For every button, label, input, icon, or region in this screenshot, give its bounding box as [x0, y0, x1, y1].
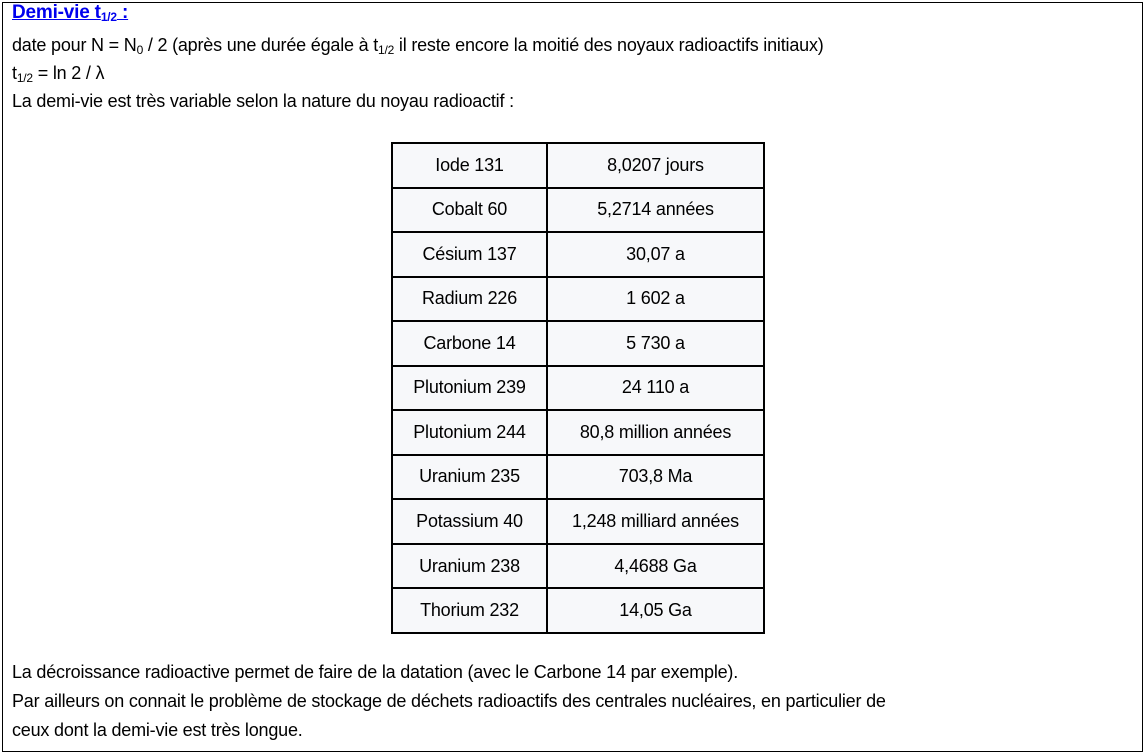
table-row [392, 277, 764, 322]
half-life-cell: 1 602 a [547, 277, 764, 322]
table-row [392, 499, 764, 544]
table-row [392, 588, 764, 633]
nucleus-cell: Carbone 14 [392, 321, 547, 366]
nucleus-cell: Uranium 235 [392, 455, 547, 500]
definition-part: date pour N = N [12, 35, 137, 55]
table-row [392, 232, 764, 277]
half-life-cell: 24 110 a [547, 366, 764, 411]
nucleus-cell: Uranium 238 [392, 544, 547, 589]
half-life-cell: 703,8 Ma [547, 455, 764, 500]
heading-subscript: 1/2 [100, 10, 117, 24]
half-life-cell: 14,05 Ga [547, 588, 764, 633]
half-life-cell: 80,8 million années [547, 410, 764, 455]
table-row [392, 455, 764, 500]
table-row [392, 321, 764, 366]
table-row [392, 366, 764, 411]
definition-part: il reste encore la moitié des noyaux radioactifs initiaux) [394, 35, 824, 55]
half-life-cell: 5,2714 années [547, 188, 764, 233]
conclusion-line: ceux dont la demi-vie est très longue. [12, 720, 303, 740]
nucleus-cell: Iode 131 [392, 143, 547, 188]
conclusion-line: Par ailleurs on connait le problème de stockage de déchets radioactifs des centrales nucléaires, en particulier de [12, 691, 886, 711]
subscript: 1/2 [378, 43, 395, 57]
formula-rest: = ln 2 / λ [32, 63, 105, 83]
subscript: 0 [136, 43, 144, 57]
half-life-cell: 5 730 a [547, 321, 764, 366]
definition-line [12, 35, 824, 56]
table-row [392, 544, 764, 589]
table-row [392, 410, 764, 455]
nucleus-cell: Plutonium 244 [392, 410, 547, 455]
half-life-table [391, 142, 765, 634]
nucleus-cell: Césium 137 [392, 232, 547, 277]
subscript: 1/2 [16, 71, 33, 85]
conclusion-line: La décroissance radioactive permet de faire de la datation (avec le Carbone 14 par exemple). [12, 662, 739, 682]
half-life-cell: 1,248 milliard années [547, 499, 764, 544]
nucleus-cell: Cobalt 60 [392, 188, 547, 233]
table-row [392, 188, 764, 233]
definition-part: / 2 (après une durée égale à t [143, 35, 379, 55]
nucleus-cell: Plutonium 239 [392, 366, 547, 411]
heading-text: Demi-vie t [12, 2, 101, 23]
intro-text: La demi-vie est très variable selon la nature du noyau radioactif : [12, 91, 514, 111]
table-row [392, 143, 764, 188]
heading-suffix: : [116, 2, 129, 23]
half-life-cell: 4,4688 Ga [547, 544, 764, 589]
half-life-cell: 8,0207 jours [547, 143, 764, 188]
half-life-cell: 30,07 a [547, 232, 764, 277]
nucleus-cell: Potassium 40 [392, 499, 547, 544]
nucleus-cell: Radium 226 [392, 277, 547, 322]
formula-line [12, 63, 104, 84]
section-heading [12, 2, 128, 24]
nucleus-cell: Thorium 232 [392, 588, 547, 633]
formula-t: t [12, 63, 17, 83]
